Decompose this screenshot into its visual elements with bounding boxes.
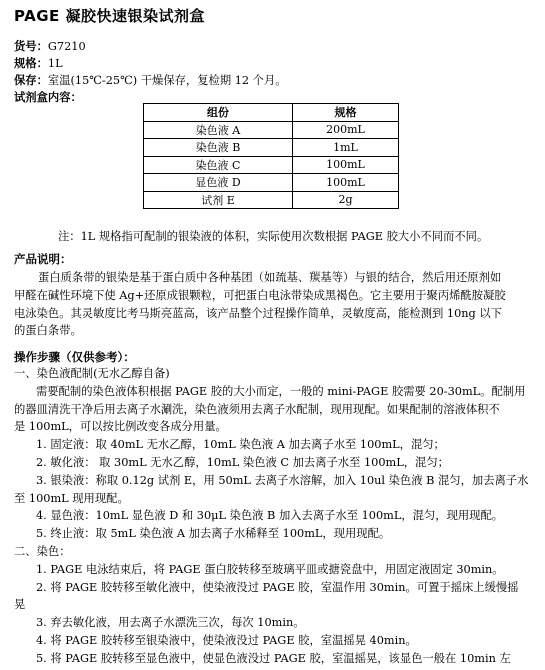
table-header-component: 组份 (144, 104, 293, 122)
procedure-body (14, 365, 534, 668)
table-row (144, 139, 399, 157)
product-line: 电泳染色。其灵敏度比考马斯亮蓝高，该产品整个过程操作简单，灵敏度高，能检测到 10ng 以下 (14, 306, 502, 320)
product-line: 甲醛在碱性环境下使 Ag+还原成银颗粒，可把蛋白电泳带染成黑褐色。它主要用于聚丙烯酰胺凝胶 (14, 288, 506, 302)
spec-value: 1L (47, 57, 63, 70)
product-line: 的蛋白条带。 (14, 324, 82, 338)
catalog-label: 货号： (14, 40, 48, 53)
section-one-title: 一、染色液配制(无水乙醇自备) (14, 367, 170, 380)
table-row (144, 156, 399, 174)
table-cell-spec: 100mL (293, 174, 399, 192)
product-description (14, 269, 534, 340)
section-two-title: 二、染色： (14, 544, 71, 558)
intro-line: 需要配制的染色液体积根据 PAGE 胶的大小而定，一般的 mini-PAGE 胶需要 20-30mL。配制用 (36, 384, 526, 398)
table-note: 注：1L 规格指可配制的银染液的体积，实际使用次数根据 PAGE 胶大小不同而不同。 (58, 230, 489, 243)
step-line: 至 100mL 现用现配。 (14, 491, 129, 505)
table-cell-component: 染色液 C (144, 156, 293, 174)
catalog-line (14, 38, 86, 54)
step-line: 2. 敏化液： 取 30mL 无水乙醇，10mL 染色液 C 加去离子水至 100mL，混匀； (36, 455, 449, 469)
product-heading: 产品说明： (14, 252, 72, 266)
table-row (144, 121, 399, 139)
contents-line (14, 89, 82, 105)
storage-label: 保存： (14, 74, 48, 87)
table-cell-spec: 2g (293, 191, 399, 209)
storage-line (14, 72, 287, 88)
step-line: 4. 将 PAGE 胶转移至银染液中，使染液没过 PAGE 胶，室温摇晃 40min。 (36, 633, 417, 647)
table-row (144, 174, 399, 192)
step-line: 3. 弃去敏化液，用去离子水漂洗三次，每次 10min。 (36, 616, 305, 630)
table-cell-component: 染色液 B (144, 139, 293, 157)
step-line: 5. 将 PAGE 胶转移至显色液中，使显色液没过 PAGE 胶，室温摇晃，该显色一般在 10min 左 (36, 651, 511, 665)
spec-line (14, 55, 63, 71)
table-cell-component: 染色液 A (144, 121, 293, 139)
product-line: 蛋白质条带的银染是基于蛋白质中各种基团（如巯基、羰基等）与银的结合，然后用还原剂如 (38, 271, 502, 284)
table-cell-component: 试剂 E (144, 191, 293, 209)
step-line: 晃 (14, 598, 26, 612)
storage-value: 室温(15℃-25℃) 干燥保存，复检期 12 个月。 (47, 74, 287, 87)
table-cell-spec: 200mL (293, 121, 399, 139)
contents-label: 试剂盒内容： (14, 91, 82, 104)
table-cell-component: 显色液 D (144, 174, 293, 192)
intro-line: 的器皿清洗干净后用去离子水涮洗，染色液须用去离子水配制，现用现配。如果配制的溶液体积不 (14, 402, 500, 416)
catalog-value: G7210 (47, 40, 86, 53)
step-line: 1. PAGE 电泳结束后，将 PAGE 蛋白胶转移至玻璃平皿或搪瓷盘中，用固定液固定 30min。 (36, 562, 504, 576)
table-cell-spec: 100mL (293, 156, 399, 174)
kit-contents-table (143, 103, 399, 209)
table-row (144, 191, 399, 209)
intro-line: 是 100mL，可以按比例改变各成分用量。 (14, 420, 227, 434)
step-line: 1. 固定液：取 40mL 无水乙醇，10mL 染色液 A 加去离子水至 100mL，混匀； (36, 438, 445, 452)
step-line: 5. 终止液：取 5mL 染色液 A 加去离子水稀释至 100mL，现用现配。 (36, 527, 391, 541)
procedure-heading: 操作步骤（仅供参考）： (14, 350, 135, 364)
document-title: PAGE 凝胶快速银染试剂盒 (14, 7, 206, 25)
spec-label: 规格： (14, 57, 48, 70)
step-line: 4. 显色液：10mL 显色液 D 和 30μL 染色液 B 加入去离子水至 100mL，混匀，现用现配。 (36, 509, 504, 523)
table-cell-spec: 1mL (293, 139, 399, 157)
step-line: 2. 将 PAGE 胶转移至敏化液中，使染液没过 PAGE 胶，室温作用 30min。可置于摇床上缓慢摇 (36, 580, 519, 594)
table-header-spec: 规格 (293, 104, 399, 122)
step-line: 3. 银染液：称取 0.12g 试剂 E，用 50mL 去离子水溶解，加入 10ul 染色液 B 混匀，加去离子水 (36, 473, 529, 487)
table-header-row (144, 104, 399, 122)
